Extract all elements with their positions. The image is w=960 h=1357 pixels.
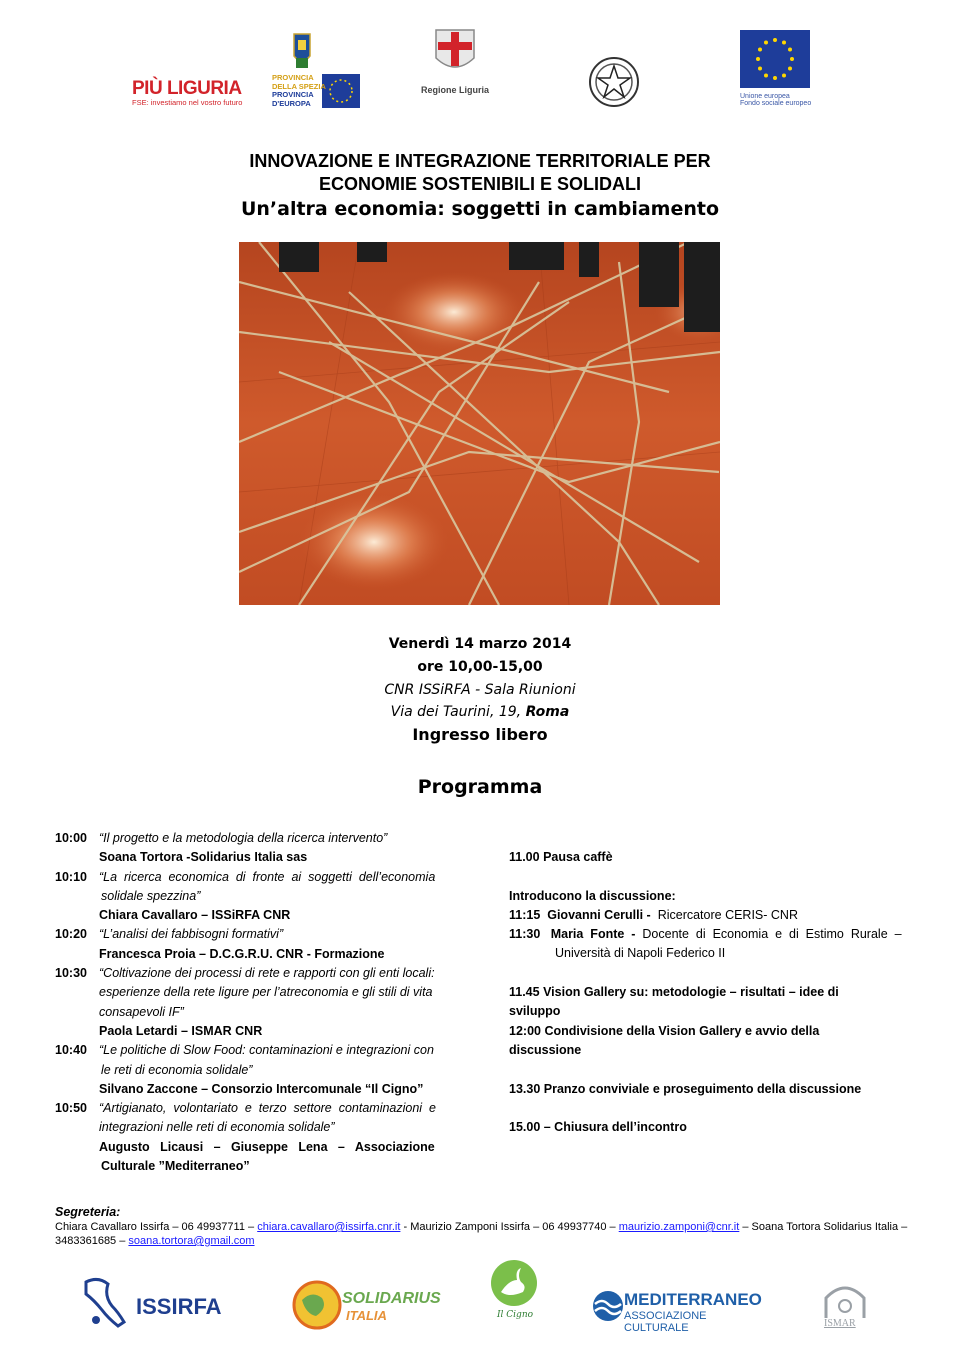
repubblica-emblem xyxy=(588,56,640,108)
il-cigno-logo: Il Cigno xyxy=(487,1258,543,1330)
event-hours: ore 10,00-15,00 xyxy=(417,659,543,675)
floor-network-photo xyxy=(239,242,720,605)
list-item: 10:30 “Coltivazione dei processi di rete e rapporti con gli enti locali: xyxy=(55,966,435,981)
ismar-logo: ISMAR xyxy=(822,1284,870,1332)
globe-icon xyxy=(292,1280,342,1330)
wave-icon xyxy=(592,1288,624,1324)
program-right: 11.00 Pausa caffè Introducono la discussione: 11:15 Giovanni Cerulli - Ricercatore CERIS- CNR 11:30 Maria Fonte - Docente di Economia e di Estimo Rurale – Università di Napoli Federico II 11.45 Vision Gallery su: metodologie – risultati – idee di sviluppo 12:00 Condivisione della Vision Gallery e avvio della discussione 13.30 Pranzo conviviale e proseguimento della discussione 15.00 – Chiusura dell’incontro xyxy=(509,850,902,1135)
speaker: Paola Letardi – ISMAR CNR xyxy=(99,1023,263,1038)
eu-flag-icon xyxy=(740,30,810,88)
regione-liguria-logo: Regione Liguria xyxy=(415,28,495,98)
piu-liguria-logo: PIÙ LIGURIA FSE: investiamo nel vostro futuro xyxy=(132,78,243,107)
speaker: Silvano Zaccone – Consorzio Intercomunale “Il Cigno” xyxy=(99,1081,424,1096)
mediterraneo-logo: MEDITERRANEO ASSOCIAZIONE CULTURALE xyxy=(592,1288,772,1328)
title-line-2: ECONOMIE SOSTENIBILI E SOLIDALI xyxy=(318,174,642,194)
list-item: 10:10 “La ricerca economica di fronte ai soggetti dell’economia xyxy=(55,869,436,884)
eu-logo: Unione europea Fondo sociale europeo xyxy=(740,30,812,110)
secretariat-heading: Segreteria: xyxy=(55,1205,121,1219)
list-item: 10:50 “Artigianato, volontariato e terzo settore contaminazioni e xyxy=(55,1101,436,1116)
list-item: 10:40 “Le politiche di Slow Food: contaminazioni e integrazioni con xyxy=(55,1043,434,1058)
star-emblem-icon xyxy=(588,56,640,108)
italy-map-icon xyxy=(78,1276,128,1330)
entry-free: Ingresso libero xyxy=(412,725,548,744)
email-link-cavallaro[interactable]: chiara.cavallaro@issirfa.cnr.it xyxy=(257,1221,401,1233)
program-left: 10:00 “Il progetto e la metodologia della ricerca intervento” Soana Tortora -Solidarius Italia sas 10:10 “La ricerca economica di fronte ai soggetti dell’economia solidale spezzina” Chiara Cavallaro – ISSiRFA CNR 10:20 “L’analisi dei fabbisogni formativi” Francesca Proia – D.C.G.R.U. CNR - Formazione 10:30 “Coltivazione dei processi di rete e rapporti con gli enti locali: esperienze della rete ligure per l’atreconomia e gli stili di vita consapevoli IF” Paola Letardi – ISMAR CNR 10:40 “Le politiche di Slow Food: contaminazioni e integrazioni con le reti di economia solidale” Silvano Zaccone – Consorzio Intercomunale “Il Cigno” 10:50 “Artigianato, volontariato e terzo settore contaminazioni e integrazioni nelle reti di economia solidale” Augusto Licausi – Giuseppe Lena – Associazione Culturale ”Mediterraneo” xyxy=(55,831,436,1174)
provincia-spezia-logo: PROVINCIA DELLA SPEZIA PROVINCIA D'EUROPA xyxy=(272,30,362,110)
speaker: Chiara Cavallaro – ISSiRFA CNR xyxy=(99,908,291,923)
email-link-tortora[interactable]: soana.tortora@gmail.com xyxy=(128,1235,255,1247)
swan-icon xyxy=(487,1258,541,1308)
event-venue: CNR ISSiRFA - Sala Riunioni xyxy=(384,682,576,698)
list-item: 10:00 “Il progetto e la metodologia della ricerca intervento” xyxy=(55,831,388,845)
event-date: Venerdì 14 marzo 2014 xyxy=(388,636,572,652)
speaker: Soana Tortora -Solidarius Italia sas xyxy=(99,850,308,865)
speaker: Francesca Proia – D.C.G.R.U. CNR - Formazione xyxy=(99,946,385,961)
event-address: Via dei Taurini, 19, Roma xyxy=(390,704,570,720)
subtitle: Un’altra economia: soggetti in cambiamento xyxy=(240,198,720,220)
program-heading: Programma xyxy=(417,776,543,798)
title-line-1: INNOVAZIONE E INTEGRAZIONE TERRITORIALE PER xyxy=(249,151,711,171)
speaker: Augusto Licausi – Giuseppe Lena – Associazione xyxy=(99,1139,435,1154)
ismar-emblem-icon xyxy=(822,1284,868,1320)
solidarius-logo: SOLIDARIUS ITALIA xyxy=(292,1278,422,1334)
secretariat-contacts: Chiara Cavallaro Issirfa – 06 49937711 – chiara.cavallaro@issirfa.cnr.it - Maurizio Zamponi Issirfa – 06 49937740 – maurizio.zamponi@cnr.it – Soana Tortora Solidarius Italia – 3483361685 – soana.tortora@gmail.com xyxy=(55,1221,908,1247)
regione-shield-icon xyxy=(434,28,476,78)
issirfa-logo: ISSIRFA xyxy=(78,1276,238,1332)
email-link-zamponi[interactable]: maurizio.zamponi@cnr.it xyxy=(618,1221,740,1233)
list-item: 10:20 “L’analisi dei fabbisogni formativi” xyxy=(55,927,284,942)
